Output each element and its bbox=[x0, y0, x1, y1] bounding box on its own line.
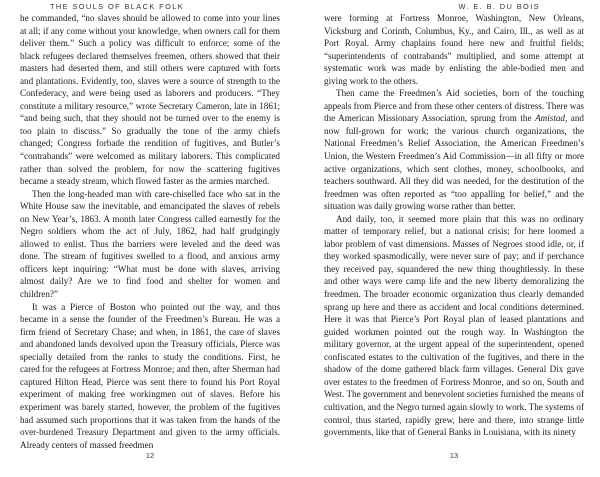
paragraph-text: and now full-grown for work; the various church organizations, the National Freedmen’s Relief Association, the American Freedmen’s Union, the Western Freedmen’s Aid Commission—in all fifty or more active organizations, which sent clothes, money, schoolbooks, and teachers southward. All they did was needed, for the destitution of the freedmen was often reported as “too appalling for belief,” and the situation was daily growing worse rather than better. bbox=[324, 113, 584, 212]
paragraph-text: Then came the Freedmen’s Aid societies, born of the touching appeals from Pierce and from these other centers of distress. There was the American Missionary Association, sprung from the bbox=[324, 88, 584, 124]
left-page-body bbox=[20, 12, 280, 451]
left-page bbox=[20, 0, 280, 477]
page-number-left: 12 bbox=[145, 451, 155, 460]
running-head-left: THE SOULS OF BLACK FOLK bbox=[50, 2, 185, 11]
paragraph: were forming at Fortress Monroe, Washington, New Orleans, Vicksburg and Corinth, Columbus, Ky., and Cairo, Ill., as well as at Port Royal. Army chaplains found here new and fruitful fields; “superintendents of contrabands” multiplied, and some attempt at systematic work was made by enlisting the able-bodied men and giving work to the others. bbox=[324, 13, 584, 86]
paragraph: Then the long-headed man with care-chiselled face who sat in the White House saw the inevitable, and emancipated the slaves of rebels on New Year’s, 1863. A month later Congress called earnestly for the Negro soldiers whom the act of July, 1862, had half grudgingly allowed to enlist. Thus the barriers were leveled and the deed was done. The stream of fugitives swelled to a flood, and anxious army officers kept inquiring: “What must be done with slaves, arriving almost daily? Are we to find food and shelter for women and children?” bbox=[20, 188, 280, 300]
running-head-right: W. E. B. DU BOIS bbox=[458, 2, 540, 11]
italic-ship-name: Amistad, bbox=[535, 113, 568, 124]
page-number-right: 13 bbox=[449, 451, 459, 460]
paragraph: he commanded, “no slaves should be allowed to come into your lines at all; if any come without your knowledge, when owners call for them deliver them.” Such a policy was difficult to enforce; some of the black refugees declared themselves freemen, others showed that their masters had deserted them, and still others were captured with forts and plantations. Evidently, too, slaves were a source of strength to the Confederacy, and were being used as laborers and producers. “They constitute a military resource,” wrote Secretary Cameron, late in 1861; “and being such, that they should not be turned over to the enemy is too plain to discuss.” So gradually the tone of the army chiefs changed; Congress forbade the rendition of fugitives, and Butler’s “contrabands” were welcomed as military laborers. This complicated rather than solved the problem, for now the scattering fugitives became a steady stream, which flowed faster as the armies marched. bbox=[20, 13, 280, 187]
right-page-body bbox=[324, 12, 584, 439]
paragraph: And daily, too, it seemed more plain that this was no ordinary matter of temporary relief, but a national crisis; for here loomed a labor problem of vast dimensions. Masses of Negroes stood idle, or, if they worked spasmodically, were never sure of pay; and if perchance they received pay, squandered the new thing thoughtlessly. In these and other ways were camp life and the new liberty demoralizing the freedmen. The broader economic organization thus clearly demanded sprang up here and there as accident and local conditions determined. Here it was that Pierce’s Port Royal plan of leased plantations and guided workmen pointed out the rough way. In Washington the military governor, at the urgent appeal of the superintendent, opened confiscated estates to the cultivation of the fugitives, and there in the shadow of the dome gathered black farm villages. General Dix gave over estates to the freedmen of Fortress Monroe, and so on, South and West. The government and benevolent societies furnished the means of cultivation, and the Negro turned again slowly to work. The systems of control, thus started, rapidly grew, here and there, into strange little governments, like that of General Banks in Louisiana, with its ninety bbox=[324, 213, 584, 438]
paragraph bbox=[324, 87, 584, 212]
right-page bbox=[324, 0, 584, 477]
paragraph: It was a Pierce of Boston who pointed out the way, and thus became in a sense the founder of the Freedmen’s Bureau. He was a firm friend of Secretary Chase; and when, in 1861, the care of slaves and abandoned lands devolved upon the Treasury officials, Pierce was specially detailed from the ranks to study the conditions. First, he cared for the refugees at Fortress Monroe; and then, after Sherman had captured Hilton Head, Pierce was sent there to found his Port Royal experiment of making free workingmen out of slaves. Before his experiment was barely started, however, the problem of the fugitives had assumed such proportions that it was taken from the hands of the over-burdened Treasury Department and given to the army officials. Already centers of massed freedmen bbox=[20, 301, 280, 450]
